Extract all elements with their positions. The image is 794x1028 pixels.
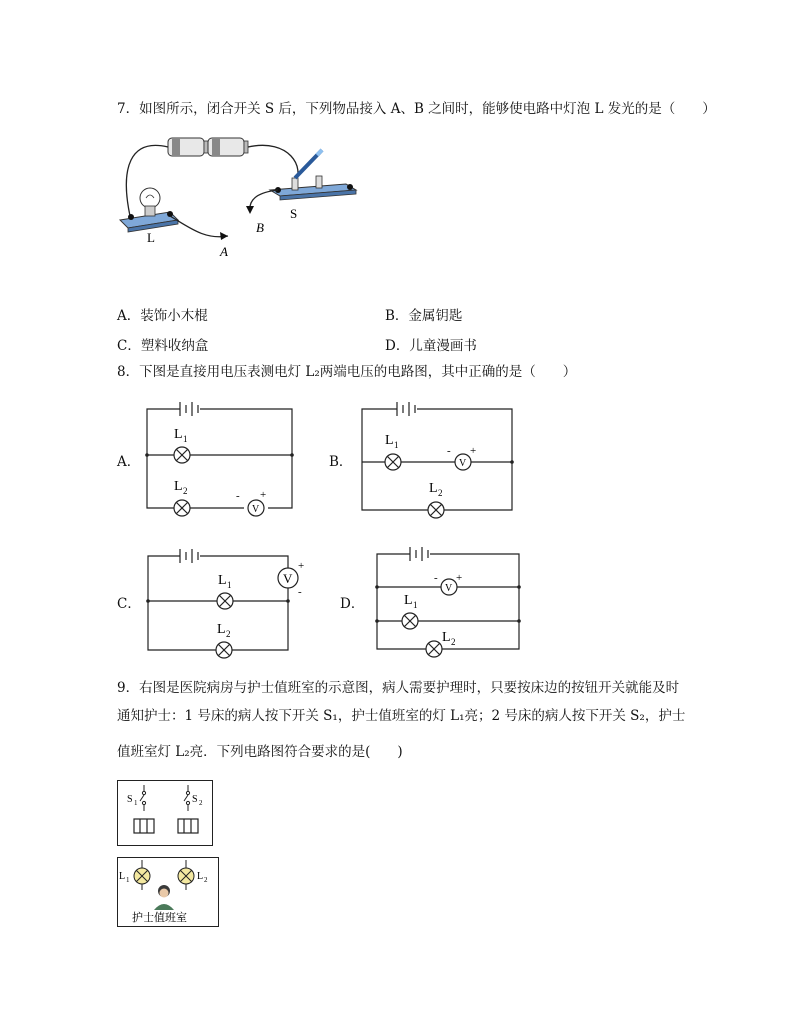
svg-text:V: V [283, 571, 293, 586]
svg-text:1: 1 [227, 580, 232, 590]
svg-text:2: 2 [204, 876, 208, 884]
q8-option-b[interactable]: B． [329, 454, 353, 470]
lamp-icon [402, 613, 442, 657]
option-letter: A． [117, 308, 141, 324]
nurse-room-label: 护士值班室 [132, 912, 187, 924]
svg-text:+: + [470, 445, 477, 457]
q7-option-a[interactable] [117, 304, 208, 324]
svg-text:L: L [119, 871, 126, 882]
svg-text:L: L [217, 622, 226, 637]
voltmeter-icon [278, 568, 298, 588]
q9-stem-line3: 值班室灯 L₂亮．下列电路图符合要求的是( ) [117, 744, 403, 760]
q7-circuit-figure [110, 128, 370, 268]
bed-2-icon [178, 819, 198, 833]
lamp-l2-icon [178, 860, 194, 890]
svg-text:S: S [127, 794, 133, 805]
svg-text:2: 2 [226, 629, 231, 639]
option-text: 塑料收纳盒 [140, 338, 209, 354]
svg-text:1: 1 [126, 876, 130, 884]
ward-diagram [117, 780, 213, 846]
svg-text:-: - [236, 490, 240, 502]
svg-text:S: S [192, 794, 198, 805]
svg-text:+: + [298, 560, 305, 572]
option-text: 儿童漫画书 [409, 338, 477, 354]
svg-text:2: 2 [438, 488, 443, 498]
bed-1-icon [134, 819, 154, 833]
svg-text:V: V [459, 458, 467, 469]
svg-text:L: L [218, 573, 227, 588]
option-text: 金属钥匙 [408, 308, 463, 324]
q7-stem: 7．如图所示，闭合开关 S 后，下列物品接入 A、B 之间时，能够使电路中灯泡 L 发光的是（ ） [117, 101, 716, 117]
svg-text:-: - [298, 586, 302, 598]
q8-stem: 8．下图是直接用电压表测电灯 L₂两端电压的电路图，其中正确的是（ ） [117, 364, 577, 380]
svg-text:+: + [456, 572, 463, 584]
q7-label-S: S [290, 206, 298, 221]
svg-text:L: L [174, 427, 183, 442]
voltmeter-icon [441, 579, 457, 595]
switch-icon [270, 150, 356, 200]
q8-circuit-d [370, 541, 525, 666]
voltmeter-icon [455, 454, 471, 470]
svg-text:L: L [442, 630, 451, 645]
svg-text:1: 1 [183, 434, 188, 444]
q9-stem-line2: 通知护士：1 号床的病人按下开关 S₁，护士值班室的灯 L₁亮；2 号床的病人按下开关 S₂，护士 [117, 708, 686, 724]
q7-option-b[interactable] [385, 304, 462, 324]
svg-text:-: - [434, 572, 438, 584]
svg-text:L: L [404, 593, 413, 608]
svg-text:L: L [385, 433, 394, 448]
q7-option-d[interactable] [385, 334, 477, 354]
svg-text:+: + [260, 489, 267, 501]
q9-stem-line1: 9．右图是医院病房与护士值班室的示意图，病人需要护理时，只要按床边的按钮开关就能及时 [117, 680, 680, 696]
svg-text:L: L [174, 479, 183, 494]
battery-icon [168, 138, 248, 156]
svg-text:1: 1 [394, 440, 399, 450]
option-text: 装饰小木棍 [140, 308, 208, 324]
voltmeter-icon [248, 500, 264, 516]
q7-label-B: B [256, 220, 264, 235]
svg-text:2: 2 [183, 486, 188, 496]
option-letter: B． [385, 308, 409, 324]
svg-text:1: 1 [413, 600, 418, 610]
q8-circuit-b [355, 396, 520, 521]
q8-circuit-a [140, 396, 300, 516]
svg-text:L: L [197, 871, 204, 882]
q8-option-c[interactable]: C． [117, 596, 141, 612]
q8-option-a[interactable]: A． [117, 454, 141, 470]
q7-option-c[interactable] [117, 334, 208, 354]
switch-s1-icon [140, 785, 146, 811]
option-letter: D． [385, 338, 410, 354]
svg-text:2: 2 [199, 799, 203, 807]
q8-circuit-c [140, 541, 310, 666]
svg-text:L: L [429, 481, 438, 496]
svg-text:-: - [447, 445, 451, 457]
nurse-room-diagram [117, 857, 219, 927]
lamp-l1-icon [134, 860, 150, 890]
svg-text:V: V [252, 504, 260, 515]
switch-s2-icon [184, 785, 190, 811]
nurse-icon [154, 885, 174, 910]
svg-text:2: 2 [451, 637, 456, 647]
q8-option-d[interactable]: D． [340, 596, 365, 612]
q7-label-A: A [220, 244, 228, 259]
svg-text:1: 1 [134, 799, 138, 807]
q7-label-L: L [147, 230, 155, 245]
option-letter: C． [117, 338, 141, 354]
svg-text:V: V [445, 583, 453, 594]
